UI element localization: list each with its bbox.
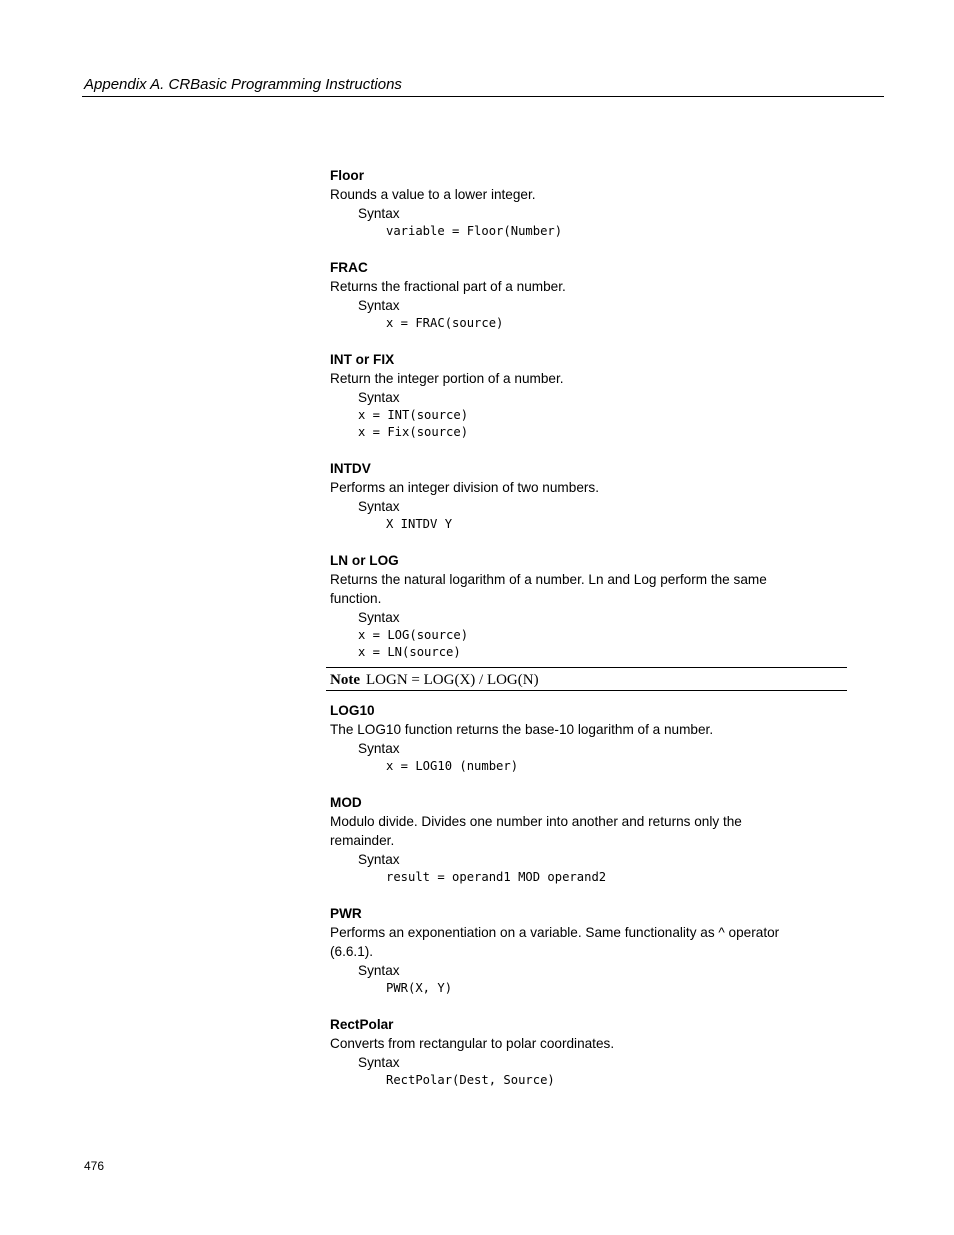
instruction-section [330, 904, 850, 997]
syntax-code: variable = Floor(Number) [386, 224, 563, 238]
syntax-code: RectPolar(Dest, Source) [386, 1073, 555, 1087]
note-text: LOGN = LOG(X) / LOG(N) [366, 672, 539, 688]
instruction-description: The LOG10 function returns the base-10 logarithm of a number. [330, 722, 714, 737]
syntax-code: x = LN(source) [358, 645, 461, 659]
instruction-title: PWR [330, 906, 362, 921]
page-number: 476 [84, 1159, 105, 1173]
instruction-description: remainder. [330, 833, 395, 848]
header-rule [82, 96, 884, 97]
instruction-list [330, 166, 850, 1107]
instruction-description: Modulo divide. Divides one number into another and returns only the [330, 814, 742, 829]
instruction-title: MOD [330, 795, 362, 810]
instruction-section [330, 551, 850, 691]
syntax-label: Syntax [358, 1055, 400, 1070]
instruction-title: RectPolar [330, 1017, 394, 1032]
instruction-section [330, 1015, 850, 1089]
syntax-code: x = LOG(source) [358, 628, 469, 642]
syntax-label: Syntax [358, 852, 400, 867]
note-box [326, 667, 847, 691]
instruction-title: FRAC [330, 260, 368, 275]
instruction-description: Performs an exponentiation on a variable. Same functionality as ^ operator [330, 925, 780, 940]
syntax-code: x = INT(source) [358, 408, 469, 422]
syntax-code: result = operand1 MOD operand2 [386, 870, 607, 884]
syntax-label: Syntax [358, 610, 400, 625]
syntax-code: PWR(X, Y) [386, 981, 453, 995]
note-label: Note [330, 672, 360, 688]
instruction-section [330, 793, 850, 886]
syntax-code: X INTDV Y [386, 517, 453, 531]
instruction-title: LOG10 [330, 703, 375, 718]
syntax-code: x = LOG10 (number) [386, 759, 519, 773]
syntax-label: Syntax [358, 206, 400, 221]
syntax-label: Syntax [358, 499, 400, 514]
syntax-code: x = FRAC(source) [386, 316, 504, 330]
running-header: Appendix A. CRBasic Programming Instructions [84, 76, 402, 93]
instruction-description: (6.6.1). [330, 944, 374, 959]
instruction-description: Returns the fractional part of a number. [330, 279, 566, 294]
instruction-section [330, 459, 850, 533]
instruction-description: Converts from rectangular to polar coordinates. [330, 1036, 615, 1051]
instruction-section [330, 701, 850, 775]
syntax-code: x = Fix(source) [358, 425, 469, 439]
instruction-title: Floor [330, 168, 364, 183]
instruction-description: Performs an integer division of two numbers. [330, 480, 599, 495]
syntax-label: Syntax [358, 741, 400, 756]
instruction-section [330, 258, 850, 332]
syntax-label: Syntax [358, 390, 400, 405]
syntax-label: Syntax [358, 963, 400, 978]
instruction-title: LN or LOG [330, 553, 399, 568]
instruction-section [330, 350, 850, 441]
instruction-description: function. [330, 591, 382, 606]
instruction-description: Rounds a value to a lower integer. [330, 187, 536, 202]
syntax-label: Syntax [358, 298, 400, 313]
instruction-section [330, 166, 850, 240]
instruction-title: INTDV [330, 461, 371, 476]
instruction-title: INT or FIX [330, 352, 395, 367]
instruction-description: Returns the natural logarithm of a number. Ln and Log perform the same [330, 572, 767, 587]
instruction-description: Return the integer portion of a number. [330, 371, 564, 386]
